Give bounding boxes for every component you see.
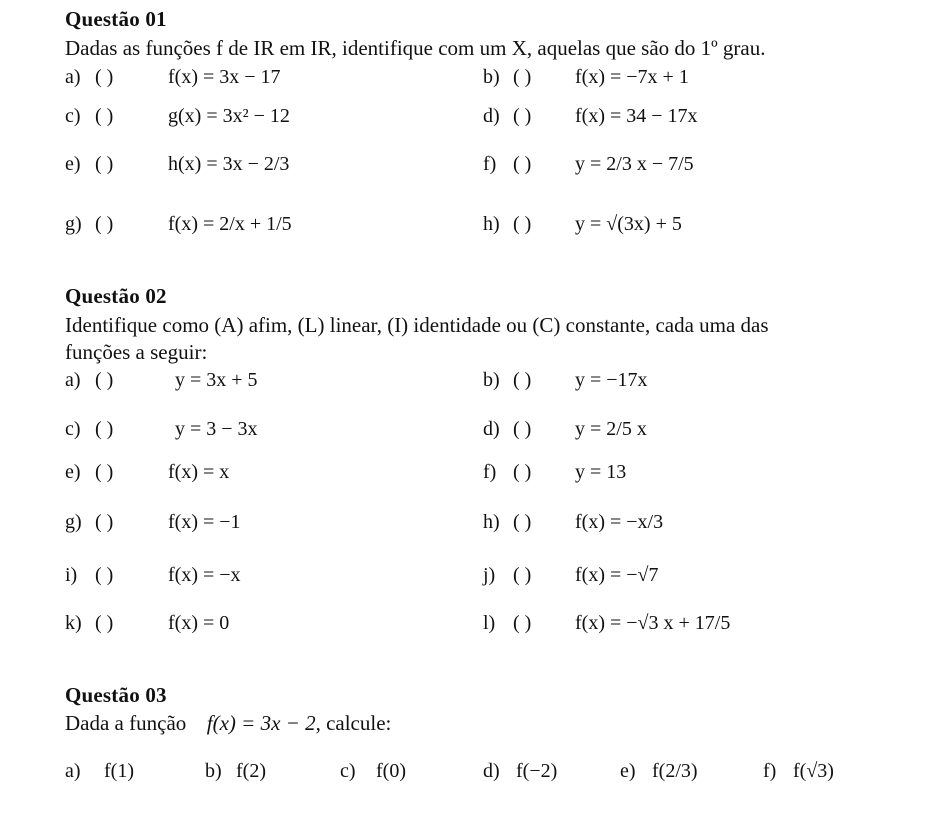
q1-item-c-formula: g(x) = 3x² − 12 bbox=[168, 105, 290, 127]
q1-item-a-formula: f(x) = 3x − 17 bbox=[168, 66, 281, 88]
q2-item-i-checkbox[interactable]: ( ) bbox=[95, 564, 114, 586]
q1-item-c-checkbox[interactable]: ( ) bbox=[95, 105, 114, 127]
q1-title: Questão 01 bbox=[65, 7, 167, 31]
q3-statement-suffix: , calcule: bbox=[315, 711, 392, 735]
q1-item-f-formula: y = 2/3 x − 7/5 bbox=[575, 153, 694, 175]
q2-item-k-label: k) bbox=[65, 612, 82, 634]
q3-item-a-label: a) bbox=[65, 760, 81, 782]
q2-item-c-checkbox[interactable]: ( ) bbox=[95, 418, 114, 440]
q3-item-f-formula: f(√3) bbox=[793, 760, 834, 782]
q3-statement-formula: f(x) = 3x − 2 bbox=[206, 711, 316, 735]
q1-item-f-label: f) bbox=[483, 153, 497, 175]
q1-statement: Dadas as funções f de IR em IR, identifique com um X, aquelas que são do 1º grau. bbox=[65, 36, 766, 60]
q1-item-h-formula: y = √(3x) + 5 bbox=[575, 213, 682, 235]
q3-item-e-formula: f(2/3) bbox=[652, 760, 698, 782]
q2-item-d-label: d) bbox=[483, 418, 500, 440]
q2-item-h-label: h) bbox=[483, 511, 500, 533]
q2-item-l-checkbox[interactable]: ( ) bbox=[513, 612, 532, 634]
q2-title: Questão 02 bbox=[65, 284, 167, 308]
q2-item-l-label: l) bbox=[483, 612, 496, 634]
q2-item-j-checkbox[interactable]: ( ) bbox=[513, 564, 532, 586]
q2-item-f-formula: y = 13 bbox=[575, 461, 627, 483]
q3-item-e-label: e) bbox=[620, 760, 636, 782]
q1-item-h-checkbox[interactable]: ( ) bbox=[513, 213, 532, 235]
q2-item-i-formula: f(x) = −x bbox=[168, 564, 241, 586]
q1-item-f-checkbox[interactable]: ( ) bbox=[513, 153, 532, 175]
q1-item-e-formula: h(x) = 3x − 2/3 bbox=[168, 153, 290, 175]
q2-item-e-label: e) bbox=[65, 461, 81, 483]
q2-item-c-formula: y = 3 − 3x bbox=[175, 418, 258, 440]
q2-item-a-checkbox[interactable]: ( ) bbox=[95, 369, 114, 391]
q1-item-e-label: e) bbox=[65, 153, 81, 175]
q2-item-g-label: g) bbox=[65, 511, 82, 533]
q2-item-l-formula: f(x) = −√3 x + 17/5 bbox=[575, 612, 731, 634]
q3-item-c-formula: f(0) bbox=[376, 760, 406, 782]
q2-item-b-label: b) bbox=[483, 369, 500, 391]
q1-item-b-formula: f(x) = −7x + 1 bbox=[575, 66, 689, 88]
q2-item-e-formula: f(x) = x bbox=[168, 461, 230, 483]
q2-statement-line2: funções a seguir: bbox=[65, 340, 208, 364]
q3-item-d-label: d) bbox=[483, 760, 500, 782]
q2-item-k-formula: f(x) = 0 bbox=[168, 612, 230, 634]
q2-item-g-formula: f(x) = −1 bbox=[168, 511, 241, 533]
q1-item-g-formula: f(x) = 2/x + 1/5 bbox=[168, 213, 292, 235]
q2-item-f-label: f) bbox=[483, 461, 497, 483]
q2-item-d-formula: y = 2/5 x bbox=[575, 418, 647, 440]
q2-statement-line1: Identifique como (A) afim, (L) linear, (I) identidade ou (C) constante, cada uma das bbox=[65, 313, 769, 337]
q3-statement-prefix: Dada a função bbox=[65, 711, 187, 735]
q2-item-b-formula: y = −17x bbox=[575, 369, 648, 391]
q3-item-a-formula: f(1) bbox=[104, 760, 134, 782]
q2-item-i-label: i) bbox=[65, 564, 78, 586]
q3-statement bbox=[65, 711, 391, 736]
q2-item-k-checkbox[interactable]: ( ) bbox=[95, 612, 114, 634]
q1-item-d-checkbox[interactable]: ( ) bbox=[513, 105, 532, 127]
q2-item-e-checkbox[interactable]: ( ) bbox=[95, 461, 114, 483]
q2-item-h-formula: f(x) = −x/3 bbox=[575, 511, 664, 533]
q2-item-c-label: c) bbox=[65, 418, 81, 440]
q3-item-d-formula: f(−2) bbox=[516, 760, 558, 782]
q2-item-a-formula: y = 3x + 5 bbox=[175, 369, 258, 391]
q3-item-b-formula: f(2) bbox=[236, 760, 266, 782]
q1-item-d-formula: f(x) = 34 − 17x bbox=[575, 105, 698, 127]
q3-item-c-label: c) bbox=[340, 760, 356, 782]
q1-item-h-label: h) bbox=[483, 213, 500, 235]
q2-item-j-label: j) bbox=[483, 564, 496, 586]
q3-item-b-label: b) bbox=[205, 760, 222, 782]
q1-item-e-checkbox[interactable]: ( ) bbox=[95, 153, 114, 175]
q1-item-d-label: d) bbox=[483, 105, 500, 127]
q1-item-g-checkbox[interactable]: ( ) bbox=[95, 213, 114, 235]
q1-item-a-checkbox[interactable]: ( ) bbox=[95, 66, 114, 88]
q1-item-b-checkbox[interactable]: ( ) bbox=[513, 66, 532, 88]
q2-item-g-checkbox[interactable]: ( ) bbox=[95, 511, 114, 533]
q2-item-d-checkbox[interactable]: ( ) bbox=[513, 418, 532, 440]
q1-item-c-label: c) bbox=[65, 105, 81, 127]
q1-item-b-label: b) bbox=[483, 66, 500, 88]
q2-item-j-formula: f(x) = −√7 bbox=[575, 564, 659, 586]
q3-title: Questão 03 bbox=[65, 683, 167, 707]
q2-item-b-checkbox[interactable]: ( ) bbox=[513, 369, 532, 391]
q2-item-h-checkbox[interactable]: ( ) bbox=[513, 511, 532, 533]
q1-item-g-label: g) bbox=[65, 213, 82, 235]
q3-item-f-label: f) bbox=[763, 760, 777, 782]
q2-item-a-label: a) bbox=[65, 369, 81, 391]
q1-item-a-label: a) bbox=[65, 66, 81, 88]
q2-item-f-checkbox[interactable]: ( ) bbox=[513, 461, 532, 483]
